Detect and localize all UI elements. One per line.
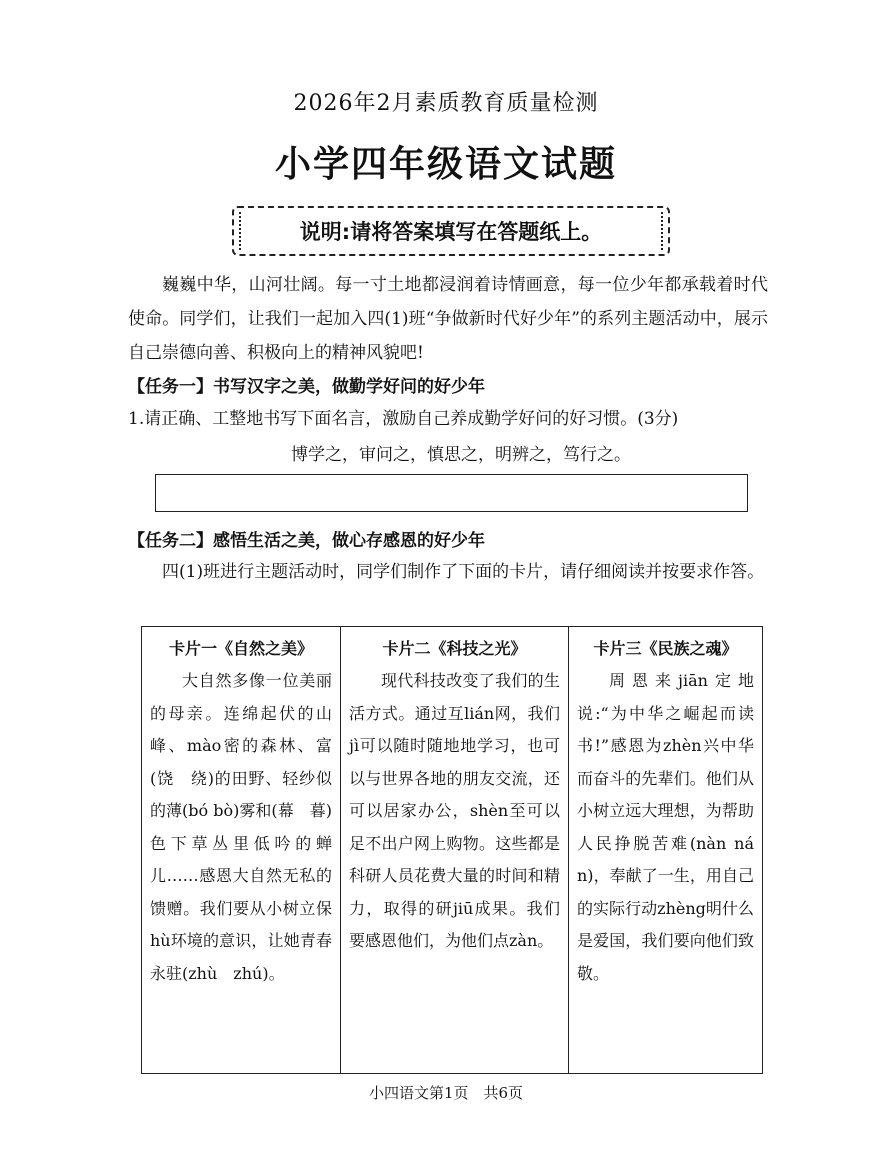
intro-paragraph: 巍巍中华，山河壮阔。每一寸土地都浸润着诗情画意，每一位少年都承载着时代使命。同学们，让我们一起加入四(1)班“争做新时代好少年”的系列主题活动中，展示自己崇德向善、积极向上的精神风貌吧! (128, 275, 768, 363)
question-1: 1.请正确、工整地书写下面名言，激励自己养成勤学好问的好习惯。(3分) (128, 409, 679, 429)
exam-title: 2026年2月素质教育质量检测 (293, 91, 599, 116)
card-nature (142, 627, 340, 1073)
card-body: 周恩来jiān定地说:“为中华之崛起而读书!”感恩为zhèn兴中华而奋斗的先辈们。他们从小树立远大理想，为帮助人民挣脱苦难(nàn nán)，奉献了一生，用自己的实际行动zhèng明什么是爱国，我们要向他们致敬。 (577, 671, 754, 983)
page-footer: 小四语文第1页 共6页 (368, 1084, 524, 1102)
page-title: 小学四年级语文试题 (274, 144, 617, 185)
cards-table (141, 626, 763, 1074)
writing-answer-box[interactable] (155, 474, 748, 512)
card-body: 现代科技改变了我们的生活方式。通过互lián网，我们jì可以随时随地地学习，也可以与世界各地的朋友交流，还可以居家办公，shèn至可以足不出户网上购物。这些都是科研人员花费大量的时间和精力，取得的研jiū成果。我们要感恩他们，为他们点zàn。 (349, 671, 560, 950)
notice-box (232, 206, 670, 256)
task1-heading: 【任务一】书写汉字之美，做勤学好问的好少年 (128, 377, 485, 397)
card-title: 卡片一《自然之美》 (168, 639, 313, 658)
task2-heading: 【任务二】感悟生活之美，做心存感恩的好少年 (128, 531, 485, 551)
notice-text: 说明:请将答案填写在答题纸上。 (299, 220, 603, 244)
card-technology (340, 627, 568, 1073)
card-title: 卡片三《民族之魂》 (593, 639, 738, 658)
card-body: 大自然多像一位美丽的母亲。连绵起伏的山峰、mào密的森林、富(饶 绕)的田野、轻纱似的薄(bó bò)雾和(幕 暮)色下草丛里低吟的蝉儿……感恩大自然无私的馈赠。我们要从小树立保hù环境的意识，让她青春永驻(zhù zhú)。 (150, 671, 332, 983)
motto-text: 博学之，审问之，慎思之，明辨之，笃行之。 (291, 445, 631, 465)
card-title: 卡片二《科技之光》 (382, 639, 527, 658)
card-nation (568, 627, 762, 1073)
task2-instruction: 四(1)班进行主题活动时，同学们制作了下面的卡片，请仔细阅读并按要求作答。 (162, 562, 765, 582)
